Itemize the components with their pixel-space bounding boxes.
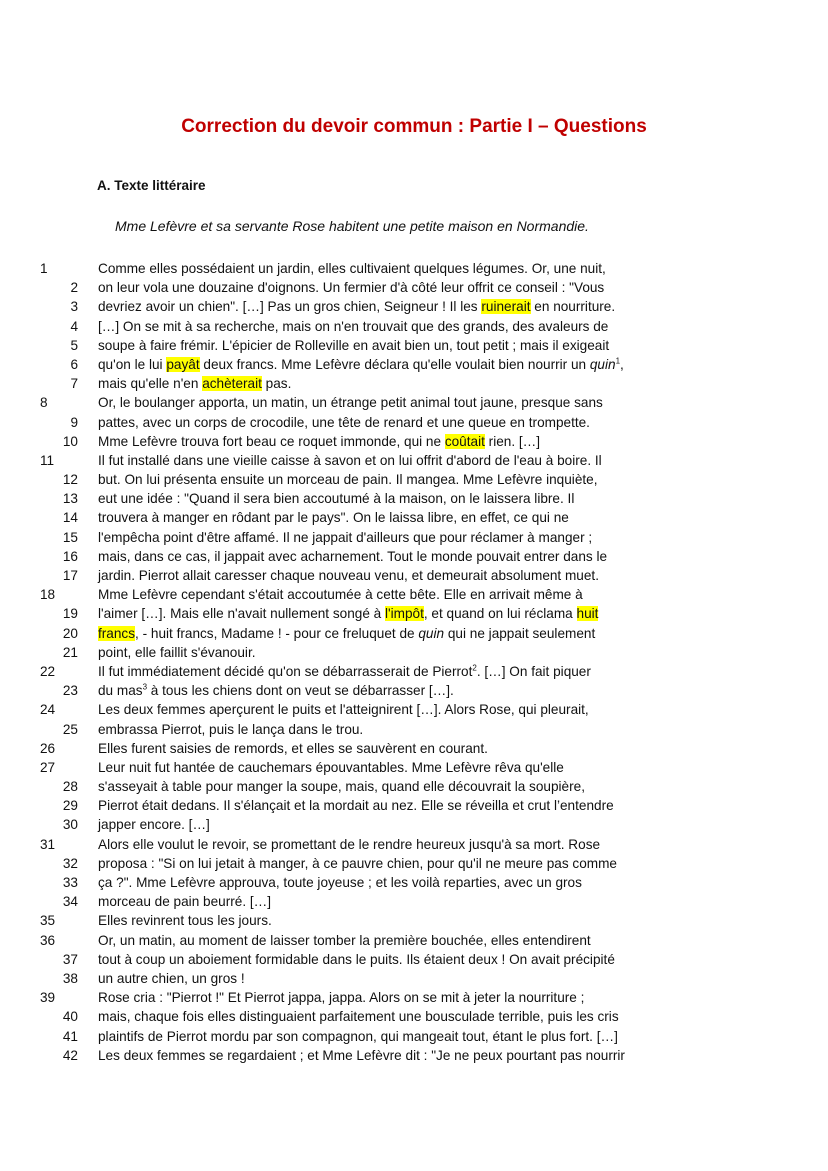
line-text (98, 700, 589, 719)
line-text (98, 585, 583, 604)
text-line (0, 355, 828, 374)
text-segment: l'empêcha point d'être affamé. Il ne jappait d'ailleurs que pour réclamer à manger ; (98, 529, 593, 545)
line-number: 38 (62, 970, 78, 986)
text-line (0, 432, 828, 451)
text-line (0, 624, 828, 643)
line-text (98, 720, 363, 739)
line-number: 14 (62, 510, 78, 526)
line-number: 18 (40, 587, 56, 603)
line-text (98, 297, 615, 316)
line-number: 25 (62, 721, 78, 737)
text-segment: deux francs. Mme Lefèvre déclara qu'elle voulait bien nourrir un (199, 356, 590, 372)
text-line (0, 777, 828, 796)
highlighted-word: coûtait (444, 433, 485, 449)
text-segment: mais, chaque fois elles distinguaient parfaitement une bousculade terrible, puis les cris (98, 1009, 619, 1025)
text-segment: on leur vola une douzaine d'oignons. Un fermier d'à côté leur offrit ce conseil : "Vous (98, 280, 605, 296)
line-number: 39 (40, 990, 56, 1006)
text-segment: rien. […] (484, 433, 541, 449)
text-line (0, 911, 828, 930)
line-text (98, 624, 595, 643)
line-text (98, 508, 569, 527)
text-segment: devriez avoir un chien". […] Pas un gros chien, Seigneur ! Il les (98, 299, 482, 315)
line-text (98, 950, 615, 969)
text-segment: pas. (261, 376, 292, 392)
line-number: 10 (62, 433, 78, 449)
text-line (0, 489, 828, 508)
text-line (0, 681, 828, 700)
text-line (0, 700, 828, 719)
line-number: 29 (62, 798, 78, 814)
text-line (0, 1046, 828, 1065)
text-segment: pattes, avec un corps de crocodile, une tête de renard et une queue en trompette. (98, 414, 590, 430)
text-segment: Comme elles possédaient un jardin, elles cultivaient quelques légumes. Or, une nuit, (98, 261, 606, 276)
text-line (0, 451, 828, 470)
highlighted-word: ruinerait (481, 299, 531, 315)
text-line (0, 720, 828, 739)
line-number: 28 (62, 779, 78, 795)
text-line (0, 873, 828, 892)
text-segment: ça ?". Mme Lefèvre approuva, toute joyeuse ; et les voilà reparties, avec un gros (98, 875, 582, 890)
line-number: 41 (62, 1028, 78, 1044)
text-segment: proposa : "Si on lui jetait à manger, à ce pauvre chien, pour qu'il ne meure pas comme (98, 855, 617, 871)
line-text (98, 931, 591, 950)
line-text (98, 259, 606, 278)
intro-sentence: Mme Lefèvre et sa servante Rose habitent une petite maison en Normandie. (115, 218, 589, 234)
text-line (0, 739, 828, 758)
text-segment: , et quand on lui réclama (423, 606, 577, 622)
line-number: 16 (62, 548, 78, 564)
text-line (0, 566, 828, 585)
line-number: 37 (62, 951, 78, 967)
line-text (98, 317, 608, 336)
text-segment: Or, le boulanger apporta, un matin, un étrange petit animal tout jaune, presque sans (98, 395, 603, 411)
highlighted-word: payât (166, 356, 200, 372)
line-number: 36 (40, 932, 56, 948)
line-text (98, 835, 600, 854)
text-segment: tout à coup un aboiement formidable dans le puits. Ils étaient deux ! On avait précipité (98, 951, 615, 967)
line-number: 31 (40, 836, 56, 852)
italic-word: quin (589, 356, 616, 372)
line-number: 32 (62, 855, 78, 871)
text-line (0, 259, 828, 278)
text-segment: qui ne jappait seulement (444, 625, 596, 641)
text-line (0, 662, 828, 681)
section-heading: A. Texte littéraire (97, 178, 206, 193)
line-text (98, 278, 604, 297)
text-segment: Rose cria : "Pierrot !" Et Pierrot jappa, jappa. Alors on se mit à jeter la nourriture ; (98, 990, 585, 1006)
text-line (0, 854, 828, 873)
text-segment: soupe à faire frémir. L'épicier de Rolleville en avait bien un, tout petit ; mais il exigeait (98, 337, 610, 353)
line-text (98, 969, 245, 988)
text-segment: mais, dans ce cas, il jappait avec acharnement. Tout le monde pouvait entrer dans le (98, 548, 608, 564)
line-text (98, 547, 607, 566)
text-line (0, 413, 828, 432)
line-number: 42 (62, 1047, 78, 1063)
text-segment: Mme Lefèvre trouva fort beau ce roquet immonde, qui ne (98, 433, 445, 449)
text-line (0, 892, 828, 911)
line-number: 1 (40, 261, 48, 276)
text-line (0, 528, 828, 547)
line-text (98, 1046, 625, 1065)
line-text (98, 873, 582, 892)
text-line (0, 604, 828, 623)
line-number: 22 (40, 663, 56, 679)
text-line (0, 297, 828, 316)
text-line (0, 969, 828, 988)
text-segment: , (620, 356, 624, 372)
footnote-marker: 1 (615, 356, 621, 366)
text-segment: qu'on le lui (98, 356, 167, 372)
text-line (0, 317, 828, 336)
italic-word: quin (418, 625, 445, 641)
line-text (98, 1007, 619, 1026)
text-segment: point, elle faillit s'évanouir. (98, 644, 256, 660)
text-line (0, 950, 828, 969)
line-text (98, 643, 256, 662)
text-segment: […] On se mit à sa recherche, mais on n'en trouvait que des grands, des avaleurs de (98, 318, 609, 334)
line-number: 30 (62, 817, 78, 833)
line-number: 24 (40, 702, 56, 718)
text-line (0, 815, 828, 834)
text-segment: . […] On fait piquer (476, 663, 591, 679)
text-segment: Les deux femmes aperçurent le puits et l'atteignirent […]. Alors Rose, qui pleurait, (98, 702, 589, 718)
text-line (0, 1007, 828, 1026)
text-segment: Leur nuit fut hantée de cauchemars épouvantables. Mme Lefèvre rêva qu'elle (98, 759, 564, 775)
line-number: 15 (62, 529, 78, 545)
line-text (98, 854, 617, 873)
line-text (98, 911, 272, 930)
text-segment: mais qu'elle n'en (98, 376, 203, 392)
line-number: 2 (70, 280, 78, 296)
line-text (98, 528, 592, 547)
text-segment: s'asseyait à table pour manger la soupe, mais, quand elle découvrait la soupière, (98, 779, 585, 795)
line-text (98, 662, 591, 681)
text-segment: Elles furent saisies de remords, et elles se sauvèrent en courant. (98, 740, 488, 756)
text-segment: l'aimer […]. Mais elle n'avait nullement songé à (98, 606, 386, 622)
text-line (0, 835, 828, 854)
line-number: 33 (62, 875, 78, 890)
text-line (0, 393, 828, 412)
line-number: 23 (62, 683, 78, 699)
text-line (0, 1027, 828, 1046)
line-text (98, 374, 291, 393)
line-number: 27 (40, 759, 56, 775)
line-text (98, 777, 585, 796)
text-line (0, 643, 828, 662)
line-text (98, 739, 488, 758)
line-number: 13 (62, 491, 78, 507)
line-text (98, 1027, 618, 1046)
text-segment: embrassa Pierrot, puis le lança dans le trou. (98, 721, 364, 737)
highlighted-word: achèterait (202, 376, 262, 392)
text-segment: plaintifs de Pierrot mordu par son compagnon, qui mangeait tout, étant le plus fort. […] (98, 1028, 618, 1044)
text-segment: Il fut installé dans une vieille caisse à savon et on lui offrit d'abord de l'eau à boire. Il (98, 452, 602, 468)
text-segment: à tous les chiens dont on veut se débarrasser […]. (147, 683, 454, 699)
text-segment: but. On lui présenta ensuite un morceau de pain. Il mangea. Mme Lefèvre inquiète, (98, 472, 598, 488)
line-text (98, 566, 599, 585)
text-segment: jardin. Pierrot allait caresser chaque nouveau venu, et demeurait absolument muet. (98, 568, 599, 583)
text-segment: , - huit francs, Madame ! - pour ce freluquet de (135, 625, 419, 641)
text-segment: un autre chien, un gros ! (98, 970, 245, 986)
footnote-marker: 3 (142, 682, 148, 692)
line-number: 12 (62, 472, 78, 488)
text-line (0, 470, 828, 489)
line-text (98, 815, 210, 834)
line-text (98, 413, 590, 432)
text-segment: Les deux femmes se regardaient ; et Mme Lefèvre dit : "Je ne peux pourtant pas nourrir (98, 1047, 625, 1063)
text-segment: Il fut immédiatement décidé qu'on se débarrasserait de Pierrot (98, 663, 473, 679)
text-segment: trouvera à manger en rôdant par le pays". On le laissa libre, en effet, ce qui ne (98, 510, 569, 526)
line-text (98, 432, 540, 451)
line-text (98, 681, 454, 700)
line-text (98, 470, 598, 489)
line-number: 5 (70, 337, 78, 353)
text-line (0, 758, 828, 777)
line-text (98, 489, 574, 508)
text-line (0, 374, 828, 393)
line-number: 21 (62, 644, 78, 660)
line-text (98, 796, 614, 815)
line-text (98, 393, 603, 412)
text-line (0, 796, 828, 815)
text-segment: eut une idée : "Quand il sera bien accoutumé à la maison, on le laissera libre. Il (98, 491, 575, 507)
line-number: 4 (70, 318, 78, 334)
text-segment: en nourriture. (530, 299, 616, 315)
text-line (0, 278, 828, 297)
line-text (98, 892, 271, 911)
line-number: 6 (70, 356, 78, 372)
line-number: 19 (62, 606, 78, 622)
line-number: 17 (62, 568, 78, 583)
line-number: 26 (40, 740, 56, 756)
line-number: 9 (70, 414, 78, 430)
line-number: 7 (70, 376, 78, 392)
line-text (98, 355, 624, 374)
highlighted-word: francs (98, 625, 136, 641)
text-segment: Mme Lefèvre cependant s'était accoutumée à cette bête. Elle en arrivait même à (98, 587, 583, 603)
footnote-marker: 2 (472, 663, 477, 673)
line-text (98, 604, 598, 623)
text-line (0, 585, 828, 604)
line-number: 40 (62, 1009, 78, 1025)
text-segment: Elles revinrent tous les jours. (98, 913, 272, 929)
text-line (0, 508, 828, 527)
text-line (0, 931, 828, 950)
text-segment: Or, un matin, au moment de laisser tomber la première bouchée, elles entendirent (98, 932, 591, 948)
document-title: Correction du devoir commun : Partie I – Questions (181, 116, 647, 137)
line-text (98, 451, 602, 470)
text-line (0, 988, 828, 1007)
highlighted-word: huit (576, 606, 599, 622)
highlighted-word: l'impôt (385, 606, 424, 622)
text-line (0, 336, 828, 355)
line-number: 8 (40, 395, 48, 411)
line-number: 34 (62, 894, 78, 910)
text-segment: Pierrot était dedans. Il s'élançait et la mordait au nez. Elle se réveilla et crut l’entendre (98, 798, 614, 814)
line-text (98, 988, 584, 1007)
line-text (98, 758, 564, 777)
text-segment: morceau de pain beurré. […] (98, 894, 272, 910)
literary-text (0, 259, 828, 1065)
text-segment: Alors elle voulut le revoir, se promettant de le rendre heureux jusqu'à sa mort. Rose (98, 836, 601, 852)
line-number: 35 (40, 913, 56, 929)
line-text (98, 336, 609, 355)
text-line (0, 547, 828, 566)
line-number: 11 (40, 452, 55, 468)
text-segment: du mas (98, 683, 143, 699)
text-segment: japper encore. […] (98, 817, 210, 833)
line-number: 3 (70, 299, 78, 315)
line-number: 20 (62, 625, 78, 641)
